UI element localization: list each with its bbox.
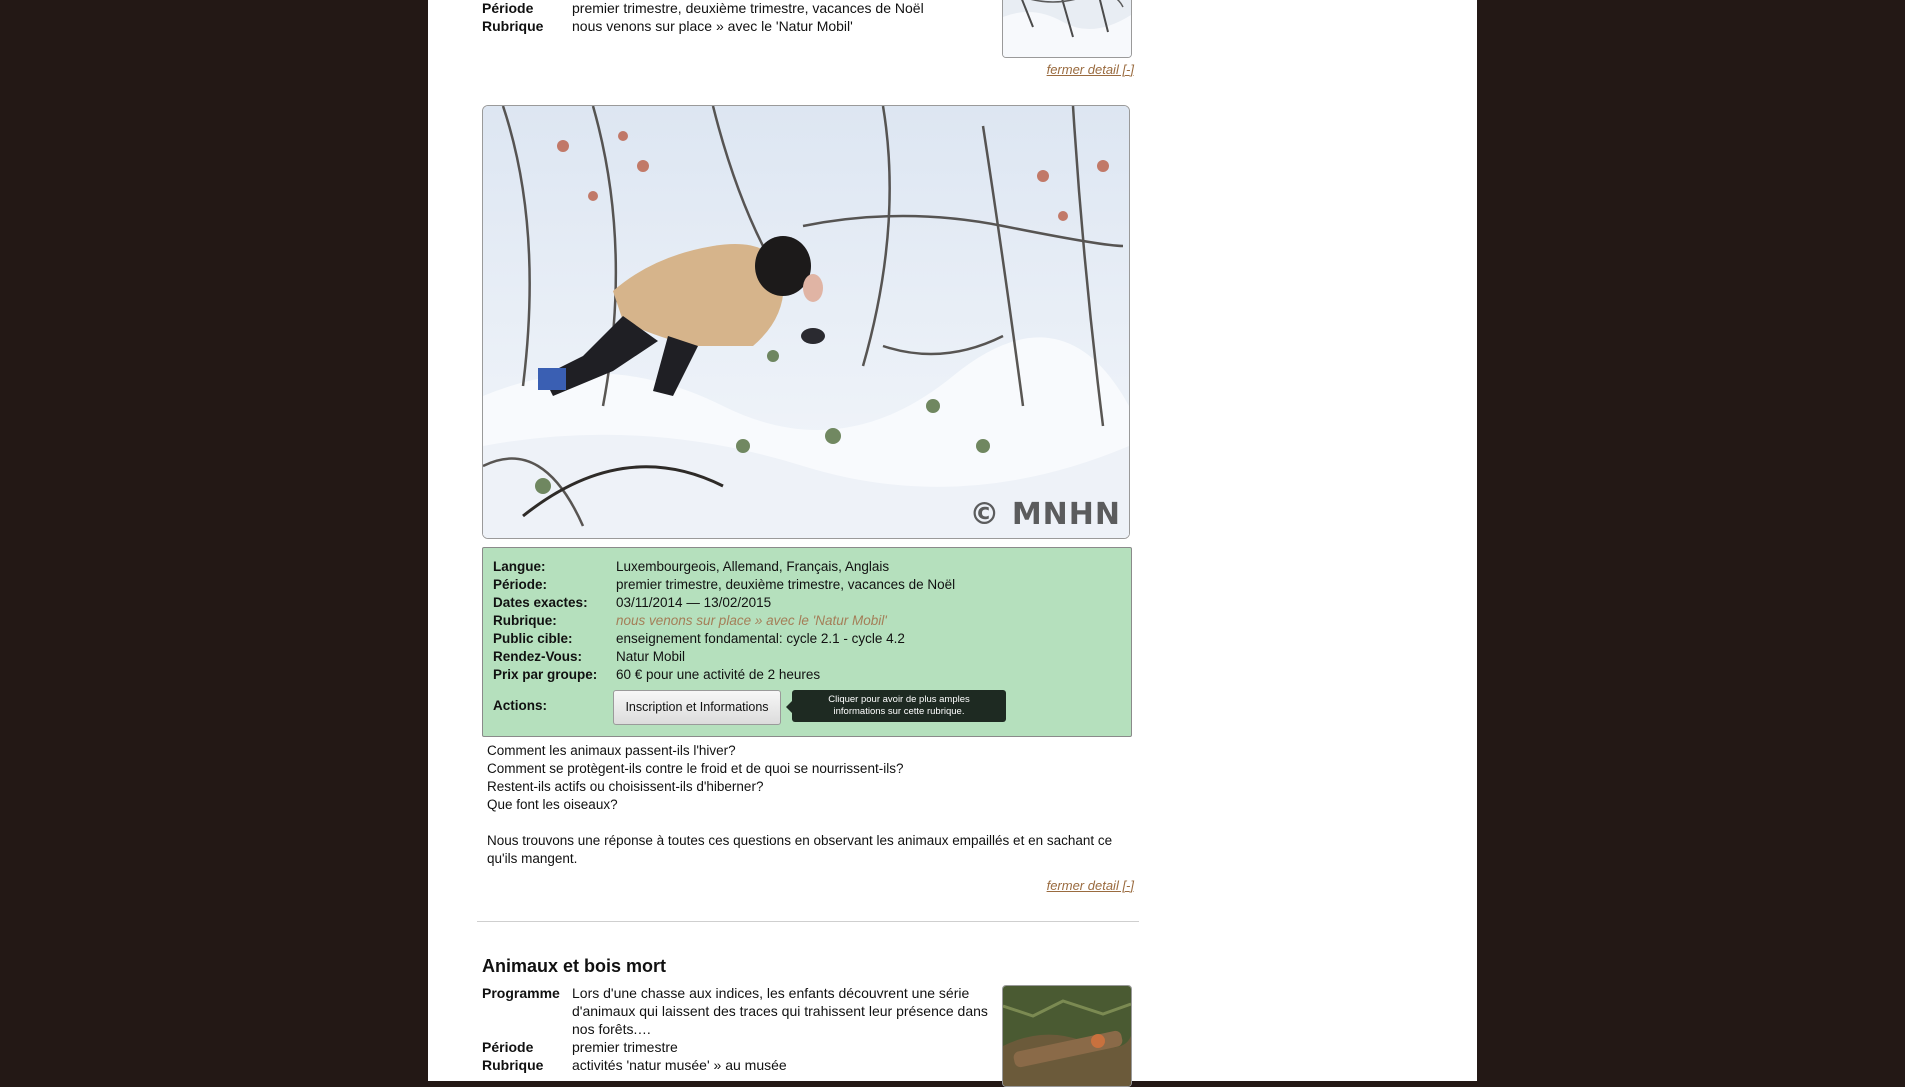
inscription-button[interactable]: Inscription et Informations	[613, 690, 781, 725]
periode-label: Période:	[493, 577, 548, 592]
activity-detail-box	[482, 547, 1132, 737]
activity-description	[487, 742, 1127, 868]
tooltip-line-1: Cliquer pour avoir de plus amples	[828, 694, 970, 705]
dates-value: 03/11/2014 — 13/02/2015	[616, 595, 772, 610]
photo-watermark: © MNHN	[969, 497, 1121, 532]
activity-title[interactable]: Animaux et bois mort	[482, 956, 667, 976]
prix-value: 60 € pour une activité de 2 heures	[616, 667, 821, 682]
rubrique-link[interactable]: nous venons sur place » avec le 'Natur Mobil'	[616, 613, 887, 628]
periode-label: Période	[482, 0, 534, 16]
rubrique-label: Rubrique	[482, 18, 544, 34]
description-line: Que font les oiseaux?	[487, 797, 618, 812]
langue-label: Langue:	[493, 559, 546, 574]
close-detail-link[interactable]: fermer detail [-]	[1046, 878, 1134, 893]
item-divider	[477, 921, 1139, 922]
programme-label: Programme	[482, 985, 560, 1001]
description-spacer	[487, 814, 1127, 832]
rendezvous-value: Natur Mobil	[616, 649, 686, 664]
public-label: Public cible:	[493, 631, 573, 646]
rubrique-label: Rubrique	[482, 1057, 544, 1073]
langue-value: Luxembourgeois, Allemand, Français, Anglais	[616, 559, 890, 574]
periode-label: Période	[482, 1039, 534, 1055]
activity-thumbnail[interactable]	[1002, 985, 1132, 1087]
actions-label: Actions:	[493, 698, 547, 713]
dates-label: Dates exactes:	[493, 595, 588, 610]
periode-value: premier trimestre	[572, 1039, 678, 1055]
public-value: enseignement fondamental: cycle 2.1 - cycle 4.2	[616, 631, 905, 646]
programme-value: Lors d'une chasse aux indices, les enfants découvrent une série d'animaux qui laissent des traces qui trahissent leur présence dans nos forêts.…	[572, 985, 988, 1037]
description-line: Comment les animaux passent-ils l'hiver?	[487, 743, 736, 758]
close-detail-link-top[interactable]: fermer detail [-]	[1046, 62, 1134, 77]
rendezvous-label: Rendez-Vous:	[493, 649, 583, 664]
button-tooltip	[792, 690, 1006, 722]
periode-value: premier trimestre, deuxième trimestre, vacances de Noël	[616, 577, 956, 592]
description-line: Nous trouvons une réponse à toutes ces questions en observant les animaux empaillés et en sachant ce qu'ils mangent.	[487, 833, 1113, 866]
rubrique-value: nous venons sur place » avec le 'Natur Mobil'	[572, 18, 853, 34]
rubrique-label: Rubrique:	[493, 613, 557, 628]
description-line: Restent-ils actifs ou choisissent-ils d'hiberner?	[487, 779, 764, 794]
periode-value: premier trimestre, deuxième trimestre, vacances de Noël	[572, 0, 924, 16]
top-item-thumbnail[interactable]	[1002, 0, 1132, 58]
programme-row	[482, 984, 1002, 1038]
page-content	[428, 0, 1477, 1081]
rubrique-value: activités 'natur musée' » au musée	[572, 1057, 787, 1073]
activity-photo	[482, 105, 1130, 539]
prix-label: Prix par groupe:	[493, 667, 598, 682]
tooltip-line-2: informations sur cette rubrique.	[833, 706, 965, 717]
description-line: Comment se protègent-ils contre le froid et de quoi se nourrissent-ils?	[487, 761, 904, 776]
